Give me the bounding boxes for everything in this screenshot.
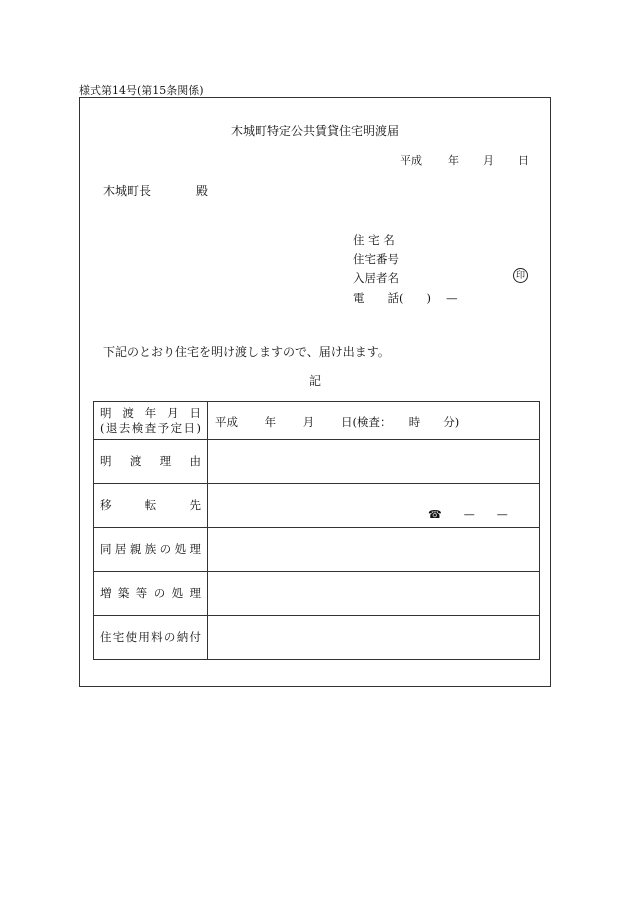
resident-name-label: 入居者名 (353, 271, 399, 285)
vacate-reason-label: 明 渡 理 由 (100, 454, 201, 468)
vacate-date-label: 明 渡 年 月 日 (100, 405, 201, 420)
vacate-date-value: 平成 年 月 日(検査： 時 分) (215, 415, 460, 429)
table-row (94, 572, 540, 616)
date-month-unit: 月 (483, 154, 494, 167)
ki-heading: 記 (308, 374, 321, 388)
date-day-unit: 日 (518, 154, 529, 167)
new-address-label: 移 転 先 (100, 498, 201, 512)
family-disposal-label-cell (94, 528, 208, 572)
form-title: 木城町特定公共賃貸住宅明渡届 (230, 124, 399, 138)
date-year-unit: 年 (448, 154, 459, 167)
rent-payment-label: 住宅使用料の納付 (100, 630, 201, 644)
extension-disposal-label: 増築等の処理 (100, 586, 201, 600)
table-row (94, 402, 540, 440)
housing-number-label: 住宅番号 (353, 252, 399, 266)
form-number-label: 様式第14号(第15条関係) (79, 84, 204, 97)
seal-mark: 印 (513, 268, 528, 283)
notice-body-text: 下記のとおり住宅を明け渡しますので、届け出ます。 (103, 345, 390, 359)
new-address-value-cell[interactable] (208, 484, 540, 528)
rent-payment-value-cell[interactable] (208, 616, 540, 660)
table-row (94, 528, 540, 572)
table-row (94, 440, 540, 484)
family-disposal-label: 同居親族の処理 (100, 542, 201, 556)
table-row (94, 484, 540, 528)
addressee-honorific: 殿 (196, 184, 209, 198)
new-address-label-cell (94, 484, 208, 528)
vacate-reason-label-cell (94, 440, 208, 484)
vacate-date-value-cell[interactable] (208, 402, 540, 440)
extension-disposal-label-cell (94, 572, 208, 616)
rent-payment-label-cell (94, 616, 208, 660)
date-era: 平成 (400, 154, 422, 167)
family-disposal-value-cell[interactable] (208, 528, 540, 572)
addressee-name: 木城町長 (103, 184, 152, 198)
inspection-date-label: (退去検査予定日) (100, 420, 201, 435)
table-row (94, 616, 540, 660)
vacate-reason-value-cell[interactable] (208, 440, 540, 484)
details-table (93, 401, 540, 660)
extension-disposal-value-cell[interactable] (208, 572, 540, 616)
housing-name-label: 住 宅 名 (353, 233, 395, 247)
vacate-date-label-cell (94, 402, 208, 440)
phone-label: 電 話( ) — (353, 291, 458, 305)
telephone-icon-line: ☎ — — (428, 508, 508, 521)
